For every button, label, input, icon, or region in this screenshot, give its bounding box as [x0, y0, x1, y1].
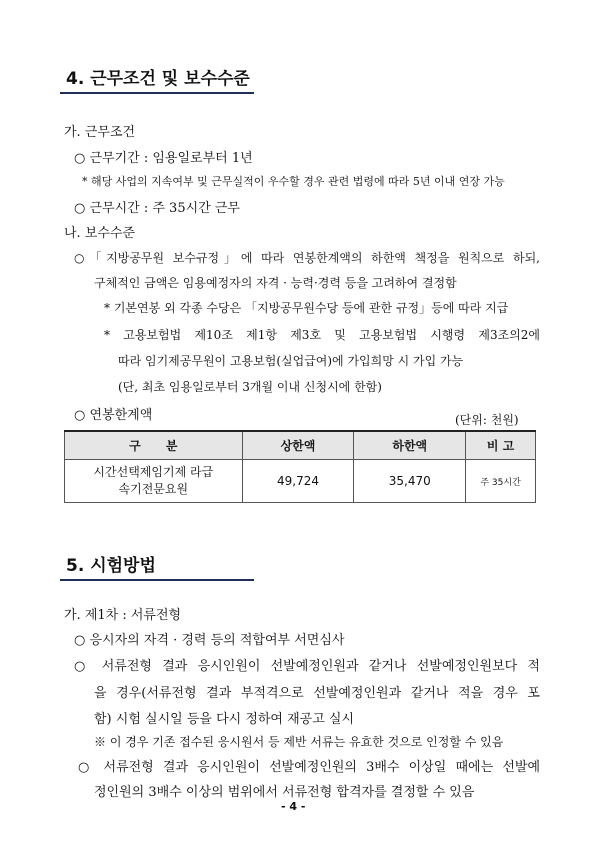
section5-title-underline [60, 579, 254, 581]
table-cell-category [65, 460, 243, 503]
section4-b-note2-line3: (단, 최초 임용일로부터 3개월 이내 신청시에 한함) [118, 380, 382, 394]
section5-item2-line3: 함) 시험 실시일 등을 다시 정하여 재공고 실시 [94, 712, 355, 727]
section4-b-note1: * 기본연봉 외 각종 수당은 「지방공무원수당 등에 관한 규정」등에 따라 지급 [104, 301, 509, 315]
table-cell-category-line2: 속기전문요원 [118, 482, 189, 496]
section4-a-item2: ○ 근무시간 : 주 35시간 근무 [74, 201, 240, 216]
table-header-lower: 하한액 [354, 431, 466, 460]
section4-b-heading: 나. 보수수준 [64, 226, 136, 241]
section4-title-underline [60, 92, 254, 94]
table-row [65, 460, 536, 503]
table-unit-label: (단위: 천원) [455, 413, 519, 427]
section5-item3-line1: ○ 서류전형 결과 응시인원이 선발예정인원의 3배수 이상일 때에는 선발예 [78, 760, 540, 775]
section4-b-note2-line1: * 고용보험법 제10조 제1항 제3호 및 고용보험법 시행령 제3조의2에 [104, 328, 540, 342]
section5-item2-line2: 을 경우(서류전형 결과 부적격으로 선발예정인원과 같거나 적을 경우 포 [94, 686, 540, 701]
table-header-upper: 상한액 [242, 431, 354, 460]
section4-title: 4. 근무조건 및 보수수준 [66, 69, 250, 89]
table-header-remark: 비 고 [466, 431, 536, 460]
salary-limit-table [64, 430, 536, 503]
section4-b-note2-line2: 따라 임기제공무원이 고용보험(실업급여)에 가입희망 시 가입 가능 [118, 354, 464, 368]
section5-title: 5. 시험방법 [66, 556, 156, 576]
section4-a-item1: ○ 근무기간 : 임용일로부터 1년 [74, 151, 253, 166]
table-header-category: 구 분 [65, 431, 243, 460]
section5-item3-line2: 정인원의 3배수 이상의 범위에서 서류전형 합격자를 결정할 수 있음 [94, 785, 475, 800]
section5-item2-line1: ○ 서류전형 결과 응시인원이 선발예정인원과 같거나 선발예정인원보다 적 [74, 659, 540, 674]
section5-note: ※ 이 경우 기존 접수된 응시원서 등 제반 서류는 유효한 것으로 인정할 수 있음 [94, 735, 504, 749]
section5-a-heading: 가. 제1차 : 서류전형 [64, 608, 182, 623]
section4-b-item1-line2: 구체적인 금액은 임용예정자의 자격 · 능력·경력 등을 고려하여 결정함 [94, 276, 457, 290]
section4-b-item2: ○ 연봉한계액 [74, 408, 153, 423]
page-number: - 4 - [281, 800, 306, 813]
table-cell-lower: 35,470 [354, 460, 466, 503]
table-header-row [65, 431, 536, 460]
table-cell-remark: 주 35시간 [466, 460, 536, 503]
section4-a-note1: * 해당 사업의 지속여부 및 근무실적이 우수할 경우 관련 법령에 따라 5년 이내 연장 가능 [82, 175, 505, 188]
table-cell-category-line1: 시간선택제임기제 라급 [93, 465, 214, 479]
table-cell-upper: 49,724 [242, 460, 354, 503]
section5-item1: ○ 응시자의 자격 · 경력 등의 적합여부 서면심사 [74, 633, 345, 648]
section4-a-heading: 가. 근무조건 [64, 125, 136, 140]
section4-b-item1-line1: ○「지방공무원 보수규정」에 따라 연봉한계액의 하한액 책정을 원칙으로 하되, [74, 251, 540, 265]
